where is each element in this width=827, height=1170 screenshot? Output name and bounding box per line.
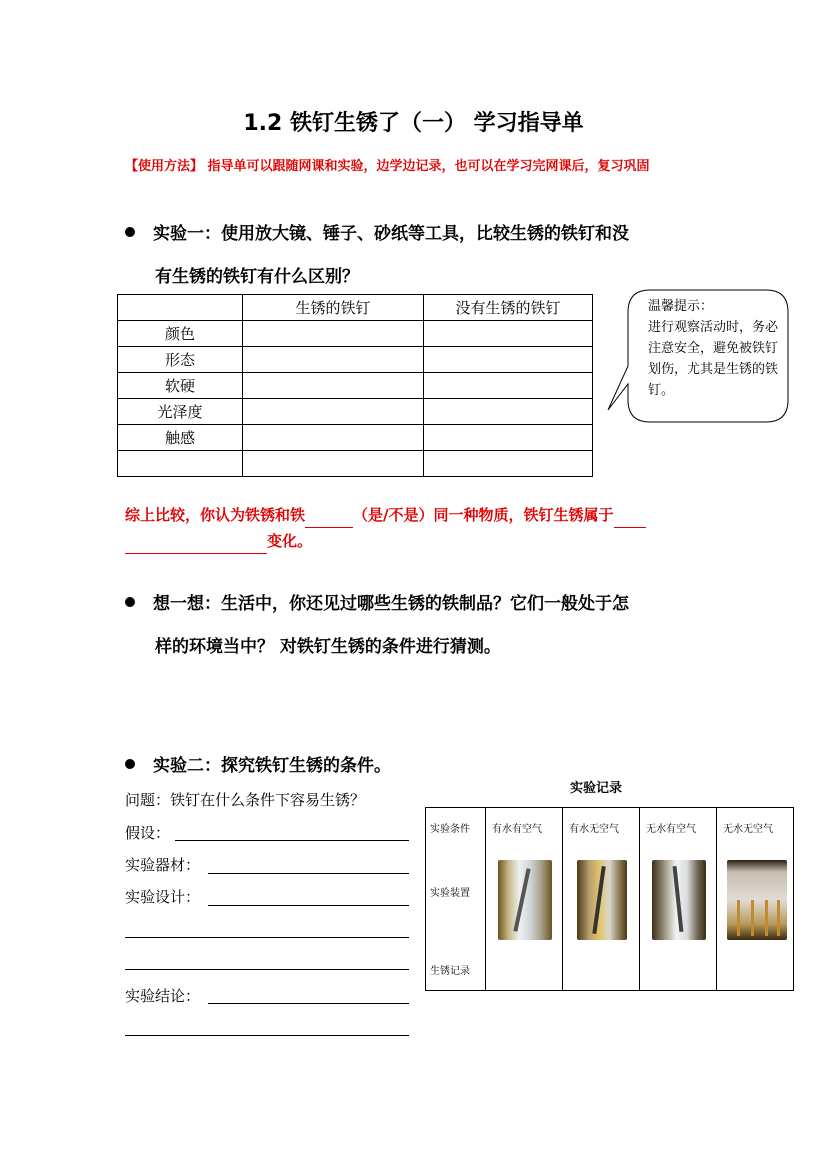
condition-column: [563, 808, 640, 991]
conclusion: [125, 502, 725, 554]
nail-dry-tube-icon: [652, 860, 706, 940]
answer-blank[interactable]: [305, 527, 353, 528]
nail-in-water-icon: [498, 860, 552, 940]
result-line[interactable]: [125, 1035, 409, 1036]
row-label: 光泽度: [118, 399, 243, 425]
row-label: 实验装置: [430, 888, 470, 899]
table-cell[interactable]: [424, 451, 593, 477]
conclusion-part3: 变化。: [267, 532, 313, 550]
bullet-icon: [125, 597, 135, 607]
result-label: 实验结论：: [125, 987, 201, 1005]
row-label: [118, 451, 243, 477]
materials-label: 实验器材：: [125, 856, 201, 874]
hypothesis-line[interactable]: [175, 840, 409, 841]
condition-label: 无水有空气: [646, 824, 696, 835]
bullet-icon: [125, 227, 135, 237]
condition-label: 有水无空气: [569, 824, 619, 835]
table-cell[interactable]: [424, 425, 593, 451]
answer-blank[interactable]: [125, 553, 267, 554]
table-row: [118, 425, 593, 451]
page-title: 1.2 铁钉生锈了（一） 学习指导单: [243, 111, 584, 136]
exp1-question: [125, 219, 629, 244]
think-line2: 样的环境当中？ 对铁钉生锈的条件进行猜测。: [155, 637, 501, 657]
condition-label: 有水有空气: [492, 824, 542, 835]
nail-sealed-box-icon: [727, 860, 787, 940]
answer-blank[interactable]: [614, 527, 646, 528]
condition-column: [486, 808, 563, 991]
table-cell[interactable]: [243, 347, 424, 373]
table-cell[interactable]: [243, 451, 424, 477]
table-row: [118, 451, 593, 477]
result-line[interactable]: [208, 1003, 409, 1004]
condition-label: 无水无空气: [723, 824, 773, 835]
design-line[interactable]: [125, 937, 409, 938]
exp1-line1: 实验一：使用放大镜、锤子、砂纸等工具，比较生锈的铁钉和没: [153, 224, 629, 244]
table-row: [426, 808, 794, 991]
row-labels-cell: [426, 808, 486, 991]
nail-in-water-oil-icon: [577, 860, 627, 940]
tip-body: 进行观察活动时，务必注意安全，避免被铁钉划伤，尤其是生锈的铁钉。: [648, 320, 779, 398]
table-row: [118, 399, 593, 425]
row-label: 生锈记录: [430, 966, 470, 977]
hypothesis-label: 假设：: [125, 824, 171, 842]
conclusion-part1: 综上比较，你认为铁锈和铁: [125, 506, 306, 524]
table-cell[interactable]: [243, 399, 424, 425]
row-label: 颜色: [118, 321, 243, 347]
comparison-table: [117, 294, 593, 477]
row-label: 触感: [118, 425, 243, 451]
conclusion-part2: （是/不是）同一种物质，铁钉生锈属于: [353, 506, 614, 524]
exp1-line2: 有生锈的铁钉有什么区别？: [155, 267, 359, 287]
condition-column: [717, 808, 794, 991]
table-cell[interactable]: [424, 321, 593, 347]
row-label: 软硬: [118, 373, 243, 399]
record-table: [425, 807, 794, 991]
usage-instructions: 【使用方法】 指导单可以跟随网课和实验，边学边记录，也可以在学习完网课后，复习巩固: [125, 159, 650, 174]
condition-column: [640, 808, 717, 991]
table-cell[interactable]: [243, 321, 424, 347]
think-line1: 想一想：生活中，你还见过哪些生锈的铁制品？它们一般处于怎: [153, 594, 629, 614]
design-label: 实验设计：: [125, 888, 201, 906]
exp2-heading: [125, 751, 391, 776]
table-cell[interactable]: [424, 373, 593, 399]
table-header: 生锈的铁钉: [243, 295, 424, 321]
table-row: [118, 321, 593, 347]
think-question: [125, 589, 629, 614]
tip-title: 温馨提示：: [648, 299, 714, 314]
materials-line[interactable]: [208, 873, 409, 874]
exp2-heading-text: 实验二：探究铁钉生锈的条件。: [153, 756, 391, 776]
design-line[interactable]: [208, 905, 409, 906]
table-cell[interactable]: [243, 425, 424, 451]
question-text: 问题：铁钉在什么条件下容易生锈？: [125, 791, 366, 809]
table-row: [118, 373, 593, 399]
table-cell[interactable]: [243, 373, 424, 399]
table-cell[interactable]: [424, 347, 593, 373]
design-line[interactable]: [125, 969, 409, 970]
safety-tip: [648, 296, 788, 401]
table-row: [118, 347, 593, 373]
table-cell[interactable]: [424, 399, 593, 425]
table-header: [118, 295, 243, 321]
table-row: [118, 295, 593, 321]
record-title: 实验记录: [570, 781, 623, 796]
row-label: 形态: [118, 347, 243, 373]
bullet-icon: [125, 759, 135, 769]
row-label: 实验条件: [430, 824, 470, 835]
table-header: 没有生锈的铁钉: [424, 295, 593, 321]
